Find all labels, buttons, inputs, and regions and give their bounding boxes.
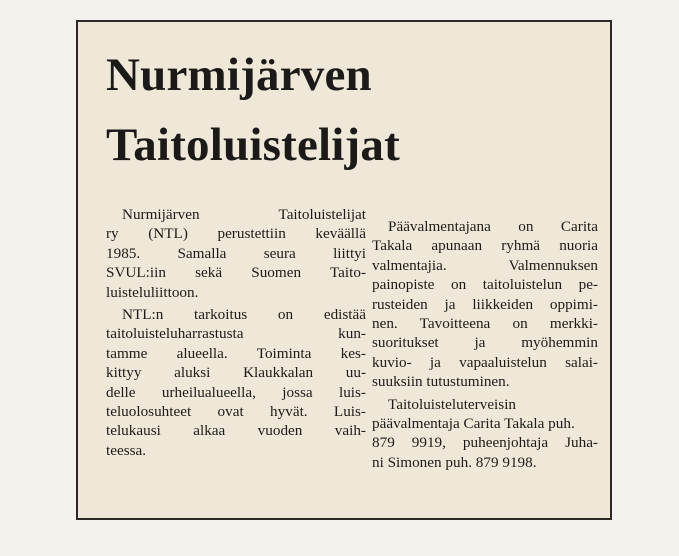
- text-line: telukausi alkaa vuoden vaih-: [106, 422, 366, 440]
- text-line: tamme alueella. Toiminta kes-: [106, 344, 366, 362]
- text-line: kuvio- ja vapaaluistelun salai-: [372, 353, 598, 371]
- text-line: ni Simonen puh. 879 9198.: [372, 453, 537, 471]
- text-line: suoritukset ja myöhemmin: [372, 334, 598, 352]
- headline-line-2: Taitoluistelijat: [106, 119, 400, 171]
- text-line: teessa.: [106, 441, 147, 459]
- text-line: valmentajia. Valmennuksen: [372, 256, 598, 274]
- text-line: ry (NTL) perustettiin keväällä: [106, 225, 366, 243]
- text-line: NTL:n tarkoitus on edistää: [122, 306, 366, 324]
- paragraph-coaching: [372, 217, 598, 392]
- text-line: teluolosuhteet ovat hyvät. Luis-: [106, 403, 366, 421]
- text-line: SVUL:iin sekä Suomen Taito-: [106, 264, 366, 282]
- paragraph-founding: [106, 205, 366, 302]
- paragraph-purpose: [106, 305, 366, 460]
- text-line: Nurmijärven Taitoluistelijat: [122, 206, 366, 223]
- text-line: painopiste on taitoluistelun pe-: [372, 276, 598, 294]
- text-line: kittyy aluksi Klaukkalan uu-: [106, 364, 366, 382]
- text-line: 879 9919, puheenjohtaja Juha-: [372, 434, 598, 452]
- text-line: suuksiin tutustuminen.: [372, 373, 510, 391]
- text-line: luisteluliittoon.: [106, 283, 199, 301]
- text-line: rusteiden ja liikkeiden oppimi-: [372, 295, 598, 313]
- text-line: delle urheilualueella, jossa luis-: [106, 383, 366, 401]
- newspaper-clipping: [76, 20, 612, 520]
- text-line: Päävalmentajana on Carita: [388, 218, 598, 235]
- text-line: taitoluisteluharrastusta kun-: [106, 325, 366, 343]
- text-line: nen. Tavoitteena on merkki-: [372, 315, 598, 333]
- headline: [106, 40, 596, 180]
- headline-line-1: Nurmijärven: [106, 49, 372, 101]
- right-column: [372, 217, 598, 475]
- text-line: 1985. Samalla seura liittyi: [106, 244, 366, 262]
- left-column: [106, 205, 366, 463]
- paragraph-contact: [372, 395, 598, 473]
- text-line: Taitoluisteluterveisin päävalmentaja Carita Takala puh.: [372, 395, 575, 433]
- text-line: Takala apunaan ryhmä nuoria: [372, 237, 598, 255]
